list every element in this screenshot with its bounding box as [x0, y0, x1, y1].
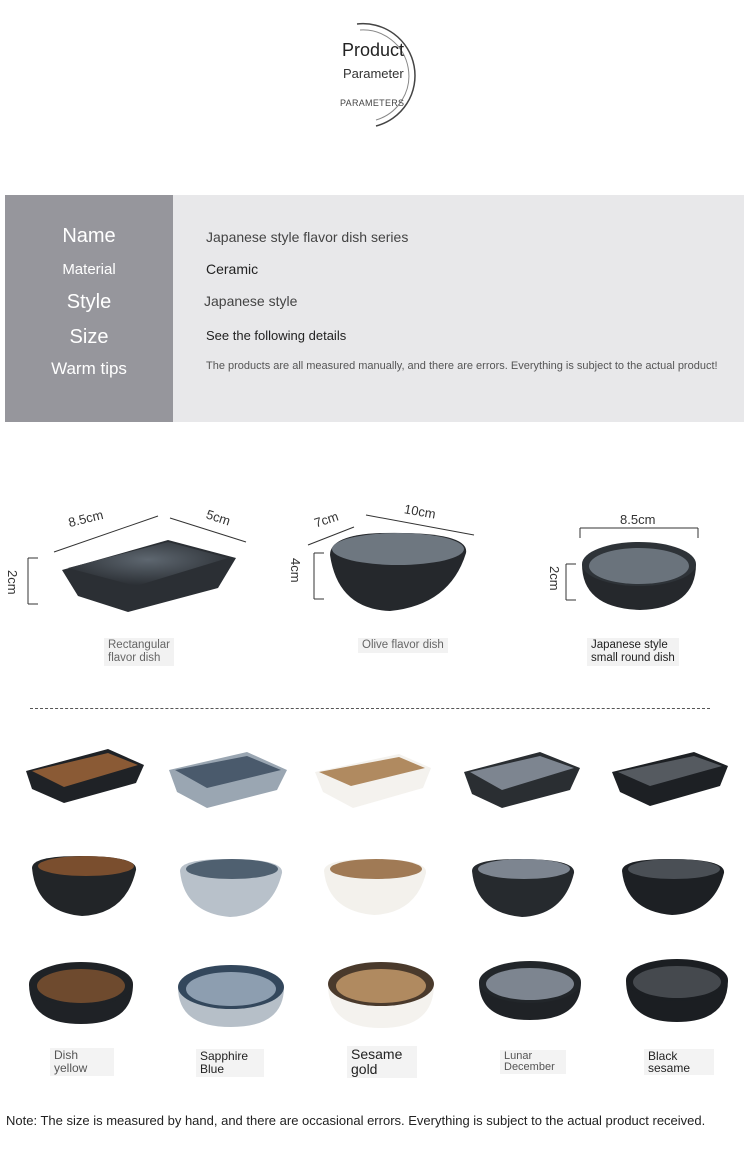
olive-dish-blue [178, 855, 286, 921]
rect-dish-lunar [462, 750, 582, 810]
olive-dish-yellow [30, 852, 140, 920]
round-dish-black [624, 956, 730, 1024]
variant-caption-sapphire-blue [196, 1049, 264, 1077]
olive-dish-lunar [470, 855, 578, 921]
value-warm-tips: The products are all measured manually, and there are errors. Everything is subject to the actual product! [206, 360, 718, 372]
value-size: See the following details [206, 328, 347, 343]
rect-dish-yellow [24, 745, 146, 807]
variant-line2: sesame [648, 1061, 691, 1075]
round-dish-yellow [27, 960, 135, 1026]
round-caption-line2: small round dish [591, 652, 675, 664]
header-title: Product [342, 40, 405, 60]
olive-dish-caption: Olive flavor dish [358, 638, 448, 653]
variant-line1: Sapphire [200, 1049, 249, 1063]
round-caption-line1: Japanese style [591, 639, 668, 651]
label-style: Style [66, 291, 112, 313]
variant-caption-dish-yellow [50, 1048, 114, 1076]
variant-line1: Lunar [504, 1050, 533, 1062]
round-dish-caption [587, 638, 679, 666]
variant-line1: Dish [54, 1048, 79, 1062]
rect-dish-black [610, 750, 730, 808]
variant-line2: yellow [54, 1061, 88, 1075]
rect-dish-blue [167, 750, 289, 810]
variant-line2: gold [351, 1061, 378, 1077]
olive-dish-black [620, 855, 728, 919]
rect-caption-line1: Rectangular [108, 639, 171, 651]
rect-height-label: 2cm [5, 570, 20, 595]
olive-height-label: 4cm [288, 558, 303, 583]
header-small-caption: PARAMETERS [340, 98, 405, 108]
round-width-label: 8.5cm [620, 512, 656, 527]
variant-line2: Blue [200, 1062, 225, 1076]
rect-width-label: 8.5cm [66, 506, 105, 531]
header-subtitle: Parameter [343, 66, 404, 81]
variant-caption-lunar-december [500, 1050, 566, 1074]
olive-depth-label: 7cm [312, 508, 341, 531]
variant-line2: December [504, 1061, 555, 1073]
rect-depth-label: 5cm [204, 506, 233, 529]
variant-caption-black-sesame [644, 1049, 714, 1075]
parameter-label-panel [5, 195, 173, 422]
label-name: Name [62, 225, 116, 247]
value-material: Ceramic [206, 261, 259, 277]
label-material: Material [62, 261, 116, 278]
label-warm-tips: Warm tips [51, 359, 127, 378]
round-dish-illustration [560, 520, 710, 615]
olive-width-label: 10cm [402, 501, 437, 522]
rect-dish-caption [104, 638, 174, 666]
value-style: Japanese style [204, 293, 298, 309]
olive-dish-gold [322, 855, 430, 919]
variant-line1: Sesame [351, 1046, 403, 1062]
section-divider [30, 708, 710, 709]
round-dish-gold [326, 960, 436, 1030]
variant-line1: Black [648, 1049, 678, 1063]
footer-note: Note: The size is measured by hand, and there are occasional errors. Everything is subject to the actual product received. [6, 1113, 706, 1128]
rect-caption-line2: flavor dish [108, 652, 161, 664]
label-size: Size [69, 326, 109, 348]
variant-caption-sesame-gold [347, 1046, 417, 1078]
value-name: Japanese style flavor dish series [206, 229, 409, 245]
round-height-label: 2cm [547, 566, 562, 591]
round-dish-blue [176, 963, 286, 1029]
round-dish-lunar [477, 958, 583, 1022]
parameter-table [5, 195, 744, 422]
rect-dish-gold [313, 752, 433, 810]
